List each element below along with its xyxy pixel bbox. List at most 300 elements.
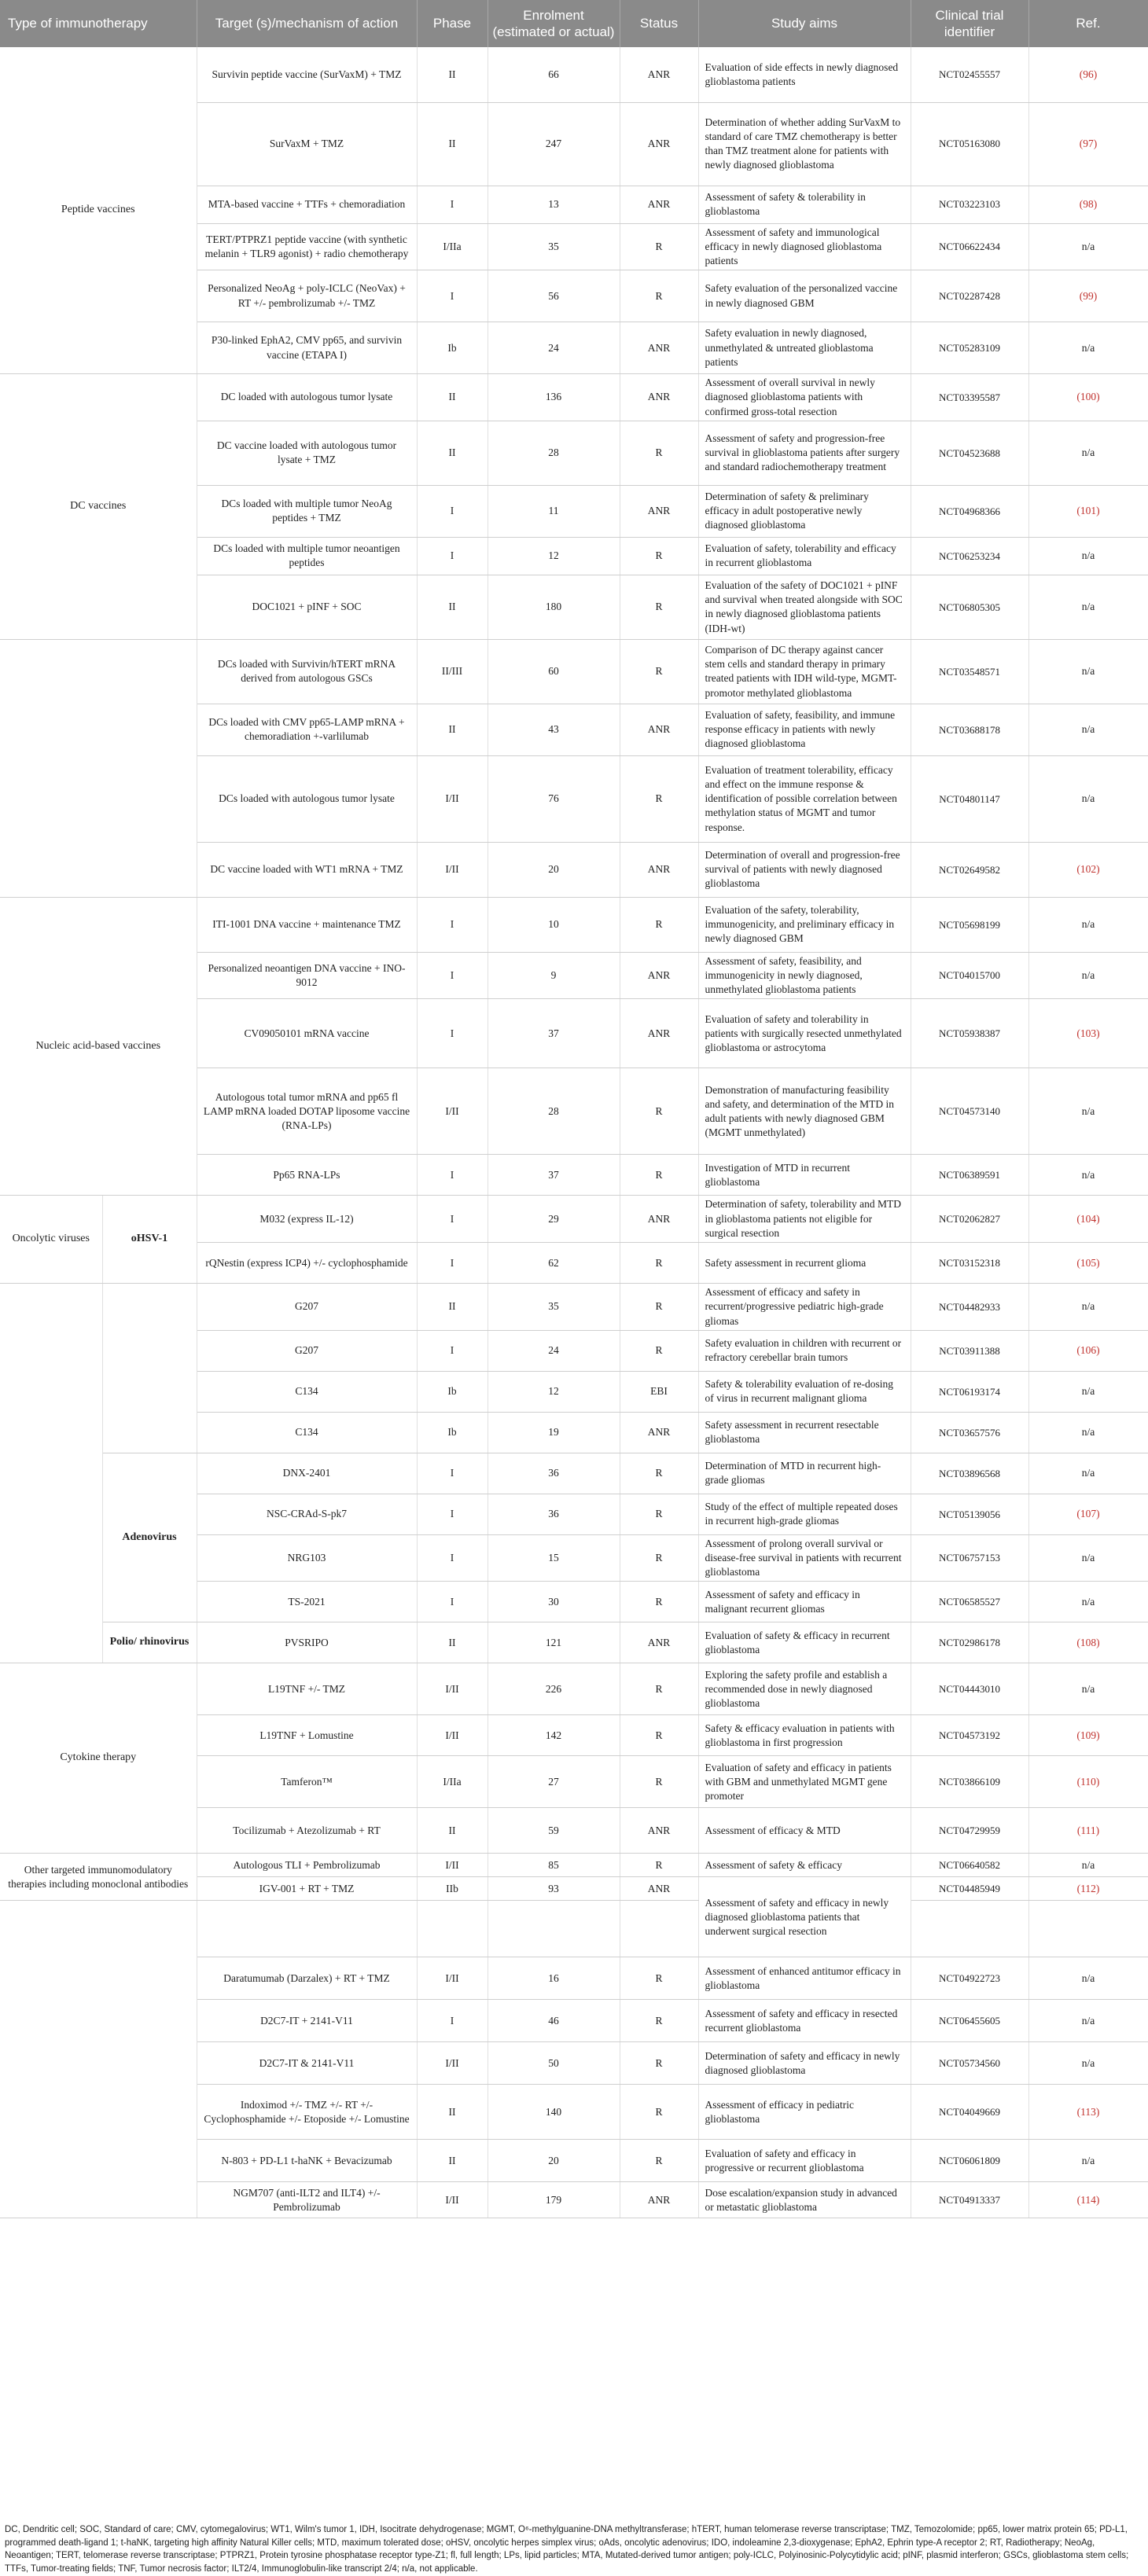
status-cell: R — [620, 270, 698, 322]
phase-cell: II — [417, 704, 488, 755]
aims-cell: Determination of safety & preliminary efficacy in adult postoperative newly diagnosed glioblastoma — [698, 485, 911, 537]
identifier-cell: NCT05139056 — [911, 1494, 1028, 1534]
header-ref: Ref. — [1028, 0, 1148, 47]
ref-cell: (108) — [1028, 1622, 1148, 1663]
category-cell: Oncolytic viruses — [0, 1196, 102, 1284]
enrolment-cell: 142 — [488, 1715, 620, 1756]
ref-cell: (101) — [1028, 485, 1148, 537]
enrolment-cell: 36 — [488, 1494, 620, 1534]
status-cell: R — [620, 1957, 698, 2000]
header-identifier: Clinical trial identifier — [911, 0, 1028, 47]
header-target: Target (s)/mechanism of action — [197, 0, 417, 47]
phase-cell: II — [417, 374, 488, 421]
aims-cell: Assessment of safety & efficacy — [698, 1854, 911, 1877]
ref-cell: (104) — [1028, 1196, 1148, 1243]
aims-cell: Assessment of efficacy & MTD — [698, 1808, 911, 1854]
target-cell: Autologous total tumor mRNA and pp65 fl LAMP mRNA loaded DOTAP liposome vaccine (RNA-LPs) — [197, 1068, 417, 1155]
category-cell: Cytokine therapy — [0, 1663, 197, 1854]
ref-cell: (105) — [1028, 1243, 1148, 1284]
phase-cell: I — [417, 1330, 488, 1371]
target-cell: Personalized NeoAg + poly-ICLC (NeoVax) + RT +/- pembrolizumab +/- TMZ — [197, 270, 417, 322]
identifier-cell: NCT06193174 — [911, 1371, 1028, 1412]
enrolment-cell: 62 — [488, 1243, 620, 1284]
phase-cell: I — [417, 485, 488, 537]
enrolment-cell: 56 — [488, 270, 620, 322]
table-row — [0, 1196, 1148, 1243]
aims-cell: Dose escalation/expansion study in advanced or metastatic glioblastoma — [698, 2182, 911, 2218]
enrolment-cell: 29 — [488, 1196, 620, 1243]
identifier-cell: NCT05283109 — [911, 322, 1028, 374]
phase-cell: I/II — [417, 1715, 488, 1756]
status-cell: R — [620, 1854, 698, 1877]
enrolment-cell: 30 — [488, 1582, 620, 1622]
status-cell: R — [620, 1243, 698, 1284]
target-cell: C134 — [197, 1371, 417, 1412]
target-cell: Survivin peptide vaccine (SurVaxM) + TMZ — [197, 47, 417, 102]
phase-cell: I/II — [417, 2182, 488, 2218]
aims-cell: Assessment of efficacy and safety in recurrent/progressive pediatric high-grade gliomas — [698, 1284, 911, 1331]
identifier-cell: NCT03223103 — [911, 186, 1028, 223]
target-cell: Daratumumab (Darzalex) + RT + TMZ — [197, 1957, 417, 2000]
identifier-cell: NCT04729959 — [911, 1808, 1028, 1854]
enrolment-cell: 85 — [488, 1854, 620, 1877]
enrolment-cell: 27 — [488, 1756, 620, 1808]
target-cell: CV09050101 mRNA vaccine — [197, 999, 417, 1068]
ref-cell: n/a — [1028, 1155, 1148, 1196]
ref-cell: n/a — [1028, 1534, 1148, 1582]
aims-cell: Assessment of prolong overall survival or disease-free survival in patients with recurrent glioblastoma — [698, 1534, 911, 1582]
phase-cell: Ib — [417, 322, 488, 374]
ref-cell: n/a — [1028, 421, 1148, 485]
ref-cell: (96) — [1028, 47, 1148, 102]
status-cell: ANR — [620, 1412, 698, 1453]
aims-cell: Evaluation of treatment tolerability, efficacy and effect on the immune response & identification of possible correlation between methylation status of MGMT and tumor response. — [698, 755, 911, 842]
aims-cell: Assessment of safety and progression-free survival in glioblastoma patients after surgery and standard radiochemotherapy treatment — [698, 421, 911, 485]
subcategory-cell: Adenovirus — [102, 1453, 197, 1622]
enrolment-cell: 60 — [488, 639, 620, 704]
enrolment-cell: 59 — [488, 1808, 620, 1854]
phase-cell: I/II — [417, 1663, 488, 1715]
subcategory-cell: oHSV-1 — [102, 1196, 197, 1284]
enrolment-cell: 121 — [488, 1622, 620, 1663]
target-cell: L19TNF +/- TMZ — [197, 1663, 417, 1715]
ref-cell: n/a — [1028, 952, 1148, 999]
enrolment-cell: 24 — [488, 1330, 620, 1371]
ref-cell: (114) — [1028, 2182, 1148, 2218]
aims-cell: Assessment of enhanced antitumor efficacy in glioblastoma — [698, 1957, 911, 2000]
phase-cell: I/II — [417, 1854, 488, 1877]
enrolment-cell: 35 — [488, 223, 620, 270]
phase-cell: II — [417, 47, 488, 102]
target-cell: Pp65 RNA-LPs — [197, 1155, 417, 1196]
target-cell: Tamferon™ — [197, 1756, 417, 1808]
target-cell: N-803 + PD-L1 t-haNK + Bevacizumab — [197, 2140, 417, 2182]
target-cell: D2C7-IT + 2141-V11 — [197, 2000, 417, 2042]
target-cell: TS-2021 — [197, 1582, 417, 1622]
enrolment-cell: 12 — [488, 537, 620, 575]
identifier-cell: NCT04015700 — [911, 952, 1028, 999]
phase-cell: I/II — [417, 1957, 488, 2000]
target-cell: NGM707 (anti-ILT2 and ILT4) +/- Pembrolizumab — [197, 2182, 417, 2218]
enrolment-cell: 16 — [488, 1957, 620, 2000]
target-cell: SurVaxM + TMZ — [197, 102, 417, 186]
ref-cell: (103) — [1028, 999, 1148, 1068]
aims-cell: Safety evaluation in children with recurrent or refractory cerebellar brain tumors — [698, 1330, 911, 1371]
aims-cell: Safety & tolerability evaluation of re-dosing of virus in recurrent malignant glioma — [698, 1371, 911, 1412]
enrolment-cell: 24 — [488, 322, 620, 374]
table-row — [0, 1854, 1148, 1877]
aims-cell: Assessment of safety and efficacy in malignant recurrent gliomas — [698, 1582, 911, 1622]
table-row — [0, 1663, 1148, 1715]
ref-cell — [1028, 1901, 1148, 1957]
status-cell: ANR — [620, 1196, 698, 1243]
status-cell: R — [620, 1756, 698, 1808]
status-cell: R — [620, 537, 698, 575]
identifier-cell: NCT04523688 — [911, 421, 1028, 485]
enrolment-cell: 11 — [488, 485, 620, 537]
category-cell — [0, 1284, 102, 1663]
status-cell: R — [620, 1453, 698, 1494]
target-cell: DCs loaded with CMV pp65-LAMP mRNA + chemoradiation +-varlilumab — [197, 704, 417, 755]
status-cell: ANR — [620, 952, 698, 999]
subcategory-cell: Polio/ rhinovirus — [102, 1622, 197, 1663]
enrolment-cell: 180 — [488, 575, 620, 639]
target-cell: IGV-001 + RT + TMZ — [197, 1877, 417, 1901]
phase-cell: I — [417, 2000, 488, 2042]
aims-cell: Assessment of efficacy in pediatric glioblastoma — [698, 2085, 911, 2140]
enrolment-cell: 13 — [488, 186, 620, 223]
identifier-cell: NCT04482933 — [911, 1284, 1028, 1331]
target-cell: DCs loaded with multiple tumor NeoAg peptides + TMZ — [197, 485, 417, 537]
ref-cell: n/a — [1028, 1854, 1148, 1877]
ref-cell: n/a — [1028, 1371, 1148, 1412]
status-cell: R — [620, 639, 698, 704]
aims-cell: Evaluation of the safety, tolerability, immunogenicity, and preliminary efficacy in newly diagnosed GBM — [698, 897, 911, 952]
phase-cell: II — [417, 1622, 488, 1663]
ref-cell: n/a — [1028, 322, 1148, 374]
enrolment-cell: 136 — [488, 374, 620, 421]
identifier-cell: NCT06757153 — [911, 1534, 1028, 1582]
ref-cell: n/a — [1028, 575, 1148, 639]
enrolment-cell — [488, 1901, 620, 1957]
status-cell: R — [620, 1330, 698, 1371]
phase-cell: II — [417, 102, 488, 186]
phase-cell: I — [417, 999, 488, 1068]
status-cell: R — [620, 1068, 698, 1155]
phase-cell: Ib — [417, 1371, 488, 1412]
table-row — [0, 1622, 1148, 1663]
status-cell: R — [620, 223, 698, 270]
phase-cell: IIb — [417, 1877, 488, 1901]
subcategory-cell — [102, 1284, 197, 1453]
target-cell: Autologous TLI + Pembrolizumab — [197, 1854, 417, 1877]
enrolment-cell: 12 — [488, 1371, 620, 1412]
status-cell: ANR — [620, 102, 698, 186]
status-cell: R — [620, 2140, 698, 2182]
target-cell: ITI-1001 DNA vaccine + maintenance TMZ — [197, 897, 417, 952]
phase-cell: II — [417, 1284, 488, 1331]
identifier-cell: NCT02649582 — [911, 842, 1028, 897]
aims-cell: Assessment of safety and efficacy in newly diagnosed glioblastoma patients that underwent surgical resection — [698, 1877, 911, 1957]
status-cell: R — [620, 1494, 698, 1534]
phase-cell: I/II — [417, 1068, 488, 1155]
identifier-cell: NCT04573140 — [911, 1068, 1028, 1155]
ref-cell: n/a — [1028, 704, 1148, 755]
table-row — [0, 1901, 1148, 1957]
phase-cell: I — [417, 897, 488, 952]
table-row — [0, 1284, 1148, 1331]
phase-cell: I — [417, 1534, 488, 1582]
status-cell: R — [620, 2042, 698, 2085]
aims-cell: Demonstration of manufacturing feasibility and safety, and determination of the MTD in adult patients with newly diagnosed GBM (MGMT unmethylated) — [698, 1068, 911, 1155]
status-cell: ANR — [620, 186, 698, 223]
target-cell: DC loaded with autologous tumor lysate — [197, 374, 417, 421]
aims-cell: Evaluation of side effects in newly diagnosed glioblastoma patients — [698, 47, 911, 102]
category-cell: Nucleic acid-based vaccines — [0, 897, 197, 1196]
ref-cell: (102) — [1028, 842, 1148, 897]
enrolment-cell: 28 — [488, 1068, 620, 1155]
target-cell: PVSRIPO — [197, 1622, 417, 1663]
target-cell: Indoximod +/- TMZ +/- RT +/- Cyclophosphamide +/- Etoposide +/- Lomustine — [197, 2085, 417, 2140]
header-enrolment: Enrolment (estimated or actual) — [488, 0, 620, 47]
phase-cell: II — [417, 2140, 488, 2182]
status-cell: ANR — [620, 704, 698, 755]
status-cell — [620, 1901, 698, 1957]
identifier-cell: NCT03911388 — [911, 1330, 1028, 1371]
ref-cell: (97) — [1028, 102, 1148, 186]
aims-cell: Exploring the safety profile and establish a recommended dose in newly diagnosed glioblastoma — [698, 1663, 911, 1715]
enrolment-cell: 66 — [488, 47, 620, 102]
target-cell: G207 — [197, 1284, 417, 1331]
target-cell: P30-linked EphA2, CMV pp65, and survivin vaccine (ETAPA I) — [197, 322, 417, 374]
category-cell: DC vaccines — [0, 374, 197, 640]
identifier-cell: NCT04573192 — [911, 1715, 1028, 1756]
status-cell: ANR — [620, 485, 698, 537]
ref-cell: n/a — [1028, 1412, 1148, 1453]
identifier-cell: NCT05734560 — [911, 2042, 1028, 2085]
target-cell: DOC1021 + pINF + SOC — [197, 575, 417, 639]
enrolment-cell: 140 — [488, 2085, 620, 2140]
ref-cell: n/a — [1028, 223, 1148, 270]
phase-cell: I — [417, 1243, 488, 1284]
status-cell: R — [620, 421, 698, 485]
aims-cell: Study of the effect of multiple repeated doses in recurrent high-grade gliomas — [698, 1494, 911, 1534]
table-row — [0, 1453, 1148, 1494]
identifier-cell: NCT05938387 — [911, 999, 1028, 1068]
ref-cell: n/a — [1028, 1663, 1148, 1715]
status-cell: R — [620, 1715, 698, 1756]
target-cell: DCs loaded with multiple tumor neoantigen peptides — [197, 537, 417, 575]
enrolment-cell: 35 — [488, 1284, 620, 1331]
identifier-cell: NCT06640582 — [911, 1854, 1028, 1877]
identifier-cell: NCT03395587 — [911, 374, 1028, 421]
identifier-cell: NCT02986178 — [911, 1622, 1028, 1663]
identifier-cell: NCT04801147 — [911, 755, 1028, 842]
ref-cell: n/a — [1028, 755, 1148, 842]
identifier-cell — [911, 1901, 1028, 1957]
header-phase: Phase — [417, 0, 488, 47]
phase-cell: I/II — [417, 755, 488, 842]
identifier-cell: NCT03896568 — [911, 1453, 1028, 1494]
target-cell: DNX-2401 — [197, 1453, 417, 1494]
aims-cell: Evaluation of safety and efficacy in patients with GBM and unmethylated MGMT gene promoter — [698, 1756, 911, 1808]
category-cell — [0, 1901, 197, 2218]
identifier-cell: NCT04968366 — [911, 485, 1028, 537]
enrolment-cell: 93 — [488, 1877, 620, 1901]
identifier-cell: NCT02287428 — [911, 270, 1028, 322]
header-row — [0, 0, 1148, 47]
enrolment-cell: 76 — [488, 755, 620, 842]
enrolment-cell: 46 — [488, 2000, 620, 2042]
enrolment-cell: 226 — [488, 1663, 620, 1715]
target-cell: NRG103 — [197, 1534, 417, 1582]
aims-cell: Evaluation of safety and efficacy in progressive or recurrent glioblastoma — [698, 2140, 911, 2182]
target-cell: rQNestin (express ICP4) +/- cyclophosphamide — [197, 1243, 417, 1284]
ref-cell: n/a — [1028, 1957, 1148, 2000]
enrolment-cell: 10 — [488, 897, 620, 952]
aims-cell: Determination of safety and efficacy in newly diagnosed glioblastoma — [698, 2042, 911, 2085]
status-cell: R — [620, 575, 698, 639]
status-cell: EBI — [620, 1371, 698, 1412]
target-cell — [197, 1901, 417, 1957]
aims-cell: Assessment of safety, feasibility, and immunogenicity in newly diagnosed, unmethylated glioblastoma patients — [698, 952, 911, 999]
enrolment-cell: 247 — [488, 102, 620, 186]
enrolment-cell: 20 — [488, 842, 620, 897]
enrolment-cell: 19 — [488, 1412, 620, 1453]
target-cell: Tocilizumab + Atezolizumab + RT — [197, 1808, 417, 1854]
status-cell: ANR — [620, 2182, 698, 2218]
phase-cell: I — [417, 537, 488, 575]
aims-cell: Safety & efficacy evaluation in patients with glioblastoma in first progression — [698, 1715, 911, 1756]
enrolment-cell: 50 — [488, 2042, 620, 2085]
enrolment-cell: 37 — [488, 999, 620, 1068]
ref-cell: n/a — [1028, 2140, 1148, 2182]
table-footnote: DC, Dendritic cell; SOC, Standard of care; CMV, cytomegalovirus; WT1, Wilm's tumor 1, IDH, Isocitrate dehydrogenase; MGMT, O⁶-methylguanine-DNA methyltransferase; hTERT, human telomerase reverse transcriptase; TMZ, Temozolomide; pp65, lower matrix protein 65; PD-L1, programmed death-ligand 1; t-haNK, targeting high affinity Natural Killer cells; MTD, maximum tolerated dose; oHSV, oncolytic herpes simplex virus; oAds, oncolytic adenovirus; IDO, indoleamine 2,3-dioxygenase; EphA2, Ephrin type-A receptor 2; RT, Radiotherapy; NeoAg, Neoantigen; TERT, telomerase reverse transcriptase; PTPRZ1, Protein tyrosine phosphatase receptor type-Z1; fl, full length; LPs, lipid particles; MTA, Mutated-derived tumor antigen; poly-ICLC, Polyinosinic-Polycytidylic acid; pINF, plasmid interferon; GSCs, glioblastoma stem cells; TTFs, Tumor-treating fields; TNF, Tumor necrosis factor; ILT2/4, Immunoglobulin-like transcript 2/4; n/a, not applicable. — [5, 2525, 1129, 2574]
identifier-cell: NCT04049669 — [911, 2085, 1028, 2140]
aims-cell: Evaluation of safety & efficacy in recurrent glioblastoma — [698, 1622, 911, 1663]
phase-cell: II — [417, 575, 488, 639]
ref-cell: (110) — [1028, 1756, 1148, 1808]
header-type: Type of immunotherapy — [0, 0, 197, 47]
header-status: Status — [620, 0, 698, 47]
aims-cell: Evaluation of safety and tolerability in patients with surgically resected unmethylated glioblastoma or astrocytoma — [698, 999, 911, 1068]
aims-cell: Assessment of safety and efficacy in resected recurrent glioblastoma — [698, 2000, 911, 2042]
target-cell: DCs loaded with autologous tumor lysate — [197, 755, 417, 842]
target-cell: C134 — [197, 1412, 417, 1453]
status-cell: R — [620, 1534, 698, 1582]
enrolment-cell: 20 — [488, 2140, 620, 2182]
header-aims: Study aims — [698, 0, 911, 47]
phase-cell: I — [417, 270, 488, 322]
ref-cell: (109) — [1028, 1715, 1148, 1756]
ref-cell: (98) — [1028, 186, 1148, 223]
target-cell: L19TNF + Lomustine — [197, 1715, 417, 1756]
enrolment-cell: 43 — [488, 704, 620, 755]
enrolment-cell: 9 — [488, 952, 620, 999]
target-cell: M032 (express IL-12) — [197, 1196, 417, 1243]
phase-cell: II — [417, 421, 488, 485]
identifier-cell: NCT06622434 — [911, 223, 1028, 270]
aims-cell: Evaluation of safety, tolerability and efficacy in recurrent glioblastoma — [698, 537, 911, 575]
identifier-cell: NCT04922723 — [911, 1957, 1028, 2000]
aims-cell: Assessment of overall survival in newly diagnosed glioblastoma patients with confirmed gross-total resection — [698, 374, 911, 421]
target-cell: DC vaccine loaded with WT1 mRNA + TMZ — [197, 842, 417, 897]
identifier-cell: NCT06585527 — [911, 1582, 1028, 1622]
status-cell: R — [620, 1582, 698, 1622]
target-cell: DCs loaded with Survivin/hTERT mRNA derived from autologous GSCs — [197, 639, 417, 704]
status-cell: R — [620, 755, 698, 842]
status-cell: R — [620, 1284, 698, 1331]
ref-cell: n/a — [1028, 2000, 1148, 2042]
ref-cell: n/a — [1028, 639, 1148, 704]
identifier-cell: NCT03688178 — [911, 704, 1028, 755]
enrolment-cell: 28 — [488, 421, 620, 485]
target-cell: MTA-based vaccine + TTFs + chemoradiation — [197, 186, 417, 223]
ref-cell: n/a — [1028, 1582, 1148, 1622]
status-cell: ANR — [620, 999, 698, 1068]
ref-cell: (99) — [1028, 270, 1148, 322]
target-cell: TERT/PTPRZ1 peptide vaccine (with synthetic melanin + TLR9 agonist) + radio chemotherapy — [197, 223, 417, 270]
aims-cell: Determination of overall and progression-free survival of patients with newly diagnosed glioblastoma — [698, 842, 911, 897]
aims-cell: Evaluation of the safety of DOC1021 + pINF and survival when treated alongside with SOC in newly diagnosed glioblastoma patients (IDH-wt) — [698, 575, 911, 639]
identifier-cell: NCT06805305 — [911, 575, 1028, 639]
phase-cell: II/III — [417, 639, 488, 704]
phase-cell: I/IIa — [417, 1756, 488, 1808]
aims-cell: Safety assessment in recurrent glioma — [698, 1243, 911, 1284]
status-cell: ANR — [620, 47, 698, 102]
status-cell: ANR — [620, 374, 698, 421]
phase-cell: I — [417, 1155, 488, 1196]
status-cell: R — [620, 2085, 698, 2140]
ref-cell: n/a — [1028, 2042, 1148, 2085]
ref-cell: (113) — [1028, 2085, 1148, 2140]
identifier-cell: NCT06253234 — [911, 537, 1028, 575]
phase-cell: I — [417, 1494, 488, 1534]
phase-cell: I — [417, 186, 488, 223]
status-cell: ANR — [620, 322, 698, 374]
target-cell: G207 — [197, 1330, 417, 1371]
identifier-cell: NCT03548571 — [911, 639, 1028, 704]
phase-cell: I — [417, 1582, 488, 1622]
aims-cell: Determination of MTD in recurrent high-grade gliomas — [698, 1453, 911, 1494]
identifier-cell: NCT04443010 — [911, 1663, 1028, 1715]
ref-cell: (107) — [1028, 1494, 1148, 1534]
ref-cell: n/a — [1028, 1284, 1148, 1331]
ref-cell: (111) — [1028, 1808, 1148, 1854]
ref-cell: (106) — [1028, 1330, 1148, 1371]
identifier-cell: NCT04485949 — [911, 1877, 1028, 1901]
target-cell: Personalized neoantigen DNA vaccine + INO-9012 — [197, 952, 417, 999]
table-row — [0, 897, 1148, 952]
aims-cell: Safety assessment in recurrent resectable glioblastoma — [698, 1412, 911, 1453]
status-cell: ANR — [620, 842, 698, 897]
status-cell: R — [620, 897, 698, 952]
phase-cell: I — [417, 952, 488, 999]
ref-cell: n/a — [1028, 537, 1148, 575]
enrolment-cell: 179 — [488, 2182, 620, 2218]
aims-cell: Assessment of safety & tolerability in glioblastoma — [698, 186, 911, 223]
identifier-cell: NCT02455557 — [911, 47, 1028, 102]
identifier-cell: NCT04913337 — [911, 2182, 1028, 2218]
category-cell: Peptide vaccines — [0, 47, 197, 374]
ref-cell: (112) — [1028, 1877, 1148, 1901]
target-cell: DC vaccine loaded with autologous tumor lysate + TMZ — [197, 421, 417, 485]
status-cell: ANR — [620, 1808, 698, 1854]
enrolment-cell: 36 — [488, 1453, 620, 1494]
identifier-cell: NCT03657576 — [911, 1412, 1028, 1453]
identifier-cell: NCT05163080 — [911, 102, 1028, 186]
ref-cell: n/a — [1028, 1453, 1148, 1494]
